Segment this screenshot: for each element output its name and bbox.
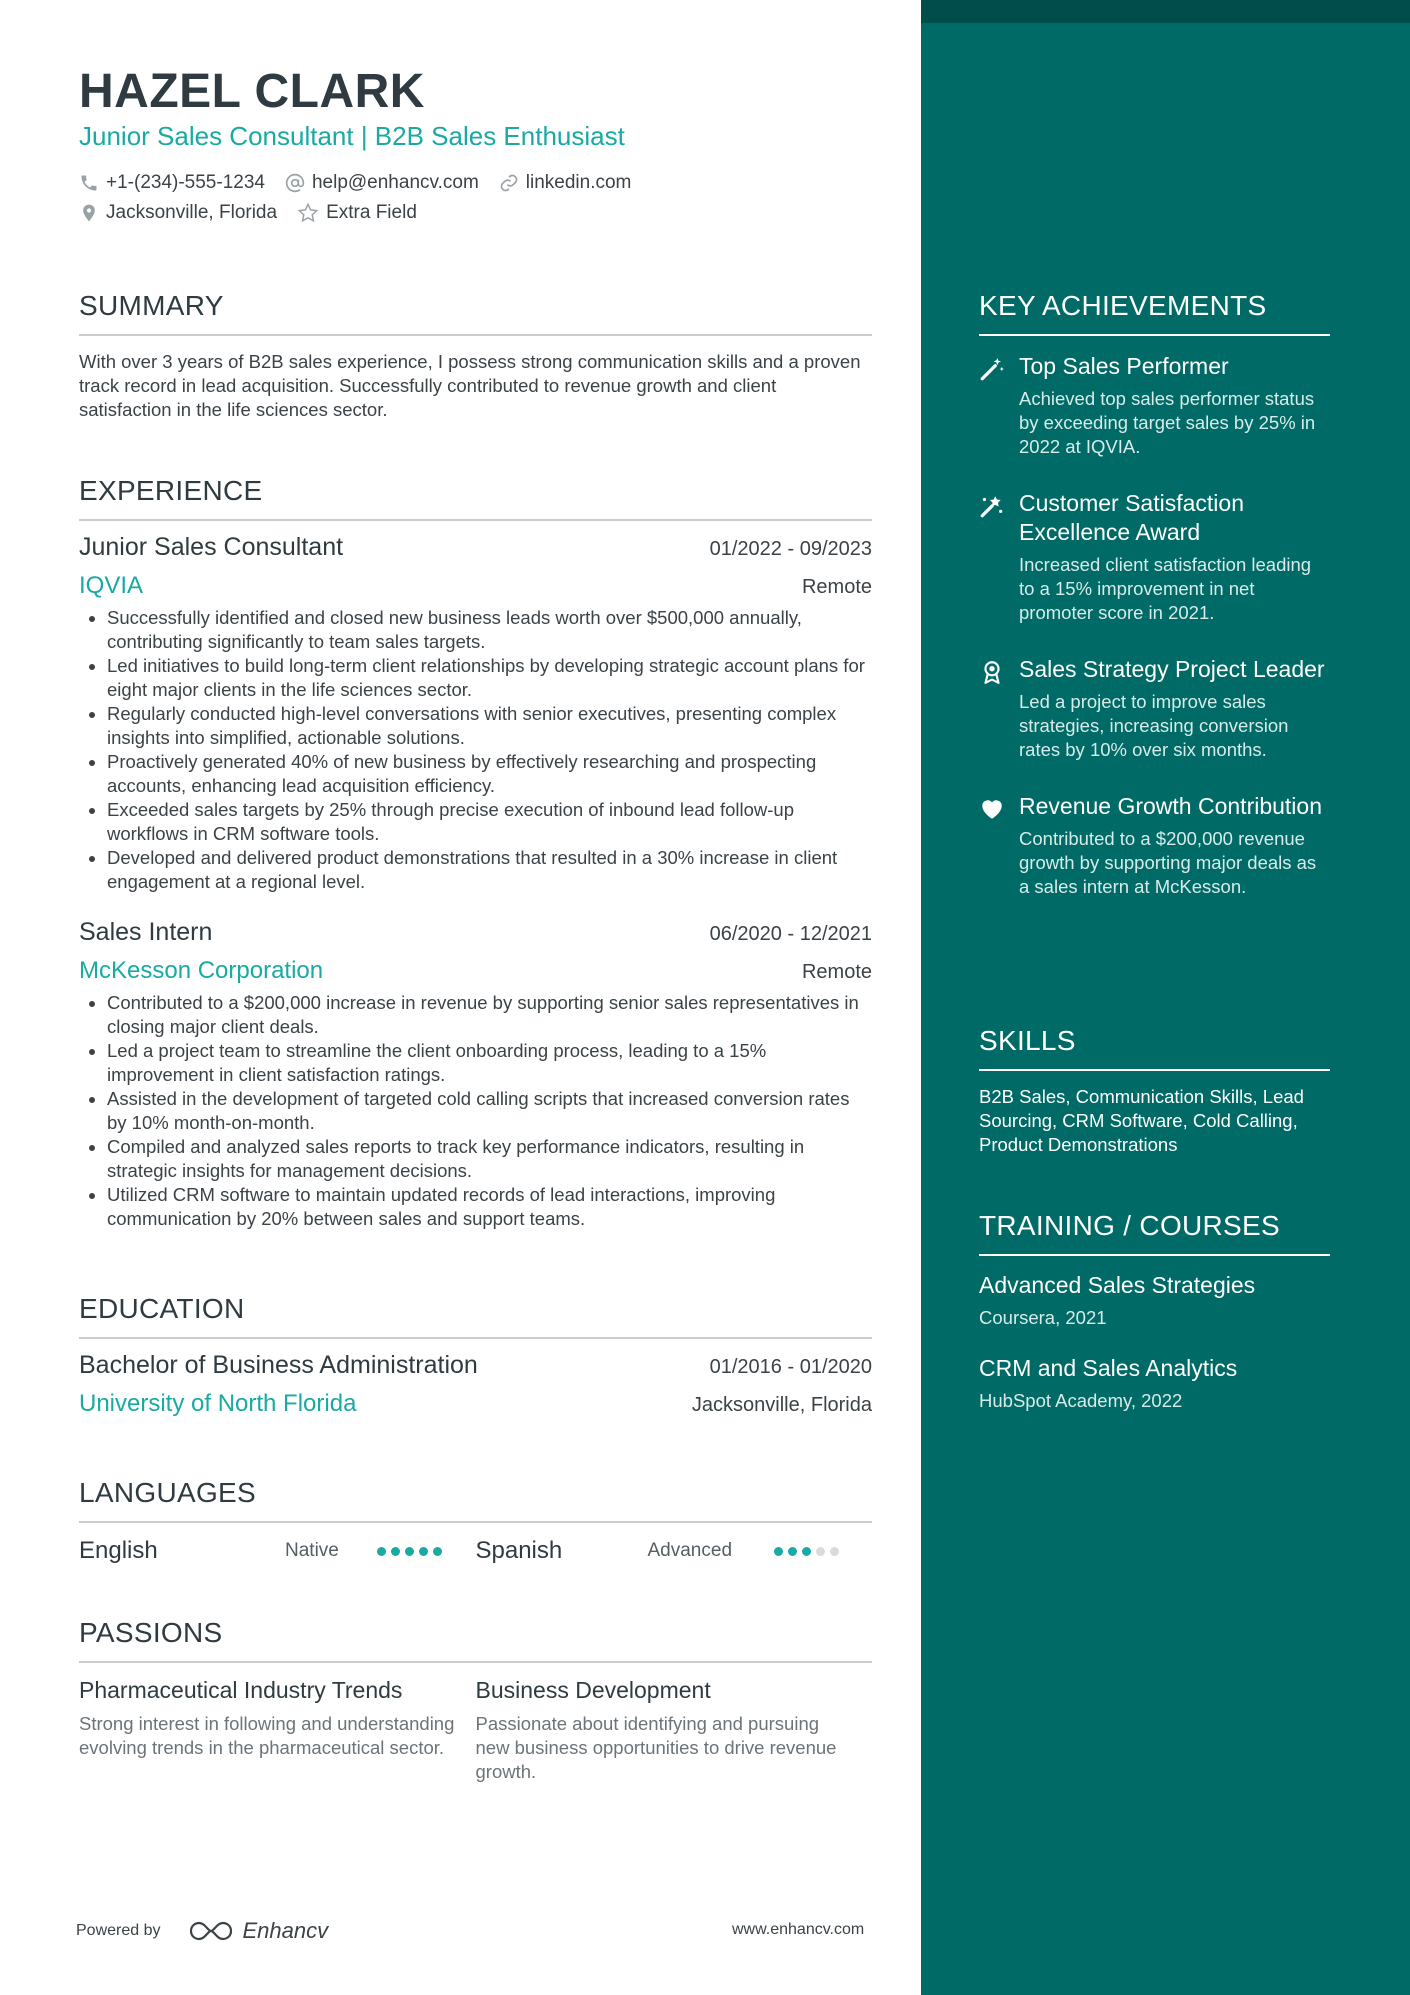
course-provider: Coursera, 2021 [979, 1307, 1107, 1328]
location-text: Jacksonville, Florida [106, 202, 278, 223]
passions-heading: PASSIONS [79, 1617, 223, 1648]
job-entry [79, 918, 872, 1231]
education-heading: EDUCATION [79, 1293, 245, 1324]
training-heading: TRAINING / COURSES [979, 1210, 1280, 1241]
passions-row [79, 1677, 872, 1784]
course-item [979, 1272, 1330, 1329]
training-section [979, 1210, 1330, 1412]
experience-heading: EXPERIENCE [79, 475, 263, 506]
achievement-item [979, 655, 1330, 762]
skills-list: B2B Sales, Communication Skills, Lead Sourcing, CRM Software, Cold Calling, Product Demonstrations [979, 1086, 1304, 1155]
proficiency-dot-filled [802, 1547, 811, 1556]
education-dates: 01/2016 - 01/2020 [709, 1356, 872, 1378]
proficiency-dot-filled [391, 1547, 400, 1556]
contact-location [79, 202, 277, 224]
enhancv-logo-icon[interactable] [187, 1918, 235, 1944]
job-bullets [79, 991, 872, 1231]
passion-description: Strong interest in following and understanding evolving trends in the pharmaceutical sector. [79, 1713, 455, 1758]
phone-text[interactable]: +1-(234)-555-1234 [106, 172, 265, 193]
skills-heading: SKILLS [979, 1025, 1076, 1056]
achievement-description: Contributed to a $200,000 revenue growth by supporting major deals as a sales intern at McKesson. [1019, 828, 1317, 897]
contact-website [499, 172, 632, 194]
proficiency-dot-empty [830, 1547, 839, 1556]
course-title: CRM and Sales Analytics [979, 1355, 1238, 1381]
passion-title: Pharmaceutical Industry Trends [79, 1677, 403, 1703]
star-wand-icon [979, 493, 1005, 519]
contact-email [285, 172, 479, 194]
powered-by-text: Powered by [76, 1922, 161, 1939]
education-section [79, 1293, 872, 1418]
language-item [79, 1537, 476, 1565]
job-subheader [79, 957, 872, 985]
proficiency-dot-empty [816, 1547, 825, 1556]
section-divider [979, 334, 1330, 336]
job-header [79, 918, 872, 947]
section-divider [79, 334, 872, 336]
candidate-name: HAZEL CLARK [79, 65, 425, 118]
skills-section [979, 1025, 1330, 1157]
course-title: Advanced Sales Strategies [979, 1272, 1256, 1298]
section-divider [79, 1521, 872, 1523]
bullet-item: • Exceeded sales targets by 25% through precise execution of inbound lead follow-up workflows in CRM software tools. [107, 798, 872, 846]
award-ribbon-icon [979, 659, 1005, 685]
section-divider [79, 519, 872, 521]
passion-description: Passionate about identifying and pursuing new business opportunities to drive revenue growth. [475, 1713, 837, 1782]
bullet-item: • Regularly conducted high-level conversations with senior executives, presenting complex insights into simplified, actionable solutions. [107, 702, 872, 750]
job-title: Sales Intern [79, 918, 213, 946]
link-icon [499, 173, 519, 193]
footer-powered-by [76, 1918, 328, 1944]
section-divider [79, 1337, 872, 1339]
education-location: Jacksonville, Florida [691, 1394, 872, 1416]
email-text[interactable]: help@enhancv.com [311, 172, 479, 193]
job-title: Junior Sales Consultant [79, 533, 344, 561]
passions-section [79, 1617, 872, 1784]
summary-heading: SUMMARY [79, 290, 224, 321]
section-divider [979, 1254, 1330, 1256]
bullet-item: • Successfully identified and closed new business leads worth over $500,000 annually, contributing significantly to team sales targets. [107, 606, 872, 654]
job-location: Remote [801, 961, 872, 983]
experience-section [79, 475, 872, 1231]
website-text[interactable]: linkedin.com [525, 172, 632, 193]
job-subheader [79, 572, 872, 600]
course-item [979, 1355, 1330, 1412]
company-name: IQVIA [79, 572, 144, 599]
school-name: University of North Florida [79, 1390, 357, 1417]
heart-icon [979, 796, 1005, 822]
achievements-section [979, 290, 1330, 899]
summary-text: With over 3 years of B2B sales experience, I possess strong communication skills and a proven track record in lead acquisition. Successfully contributed to revenue growth and client satisfaction in the life sciences sector. [79, 351, 861, 420]
proficiency-dot-filled [433, 1547, 442, 1556]
education-header [79, 1351, 872, 1380]
proficiency-dots [377, 1547, 447, 1556]
bullet-item: • Utilized CRM software to maintain updated records of lead interactions, improving communication by 20% between sales and support teams. [107, 1183, 872, 1231]
company-name: McKesson Corporation [79, 957, 324, 984]
proficiency-dot-filled [377, 1547, 386, 1556]
achievement-title: Sales Strategy Project Leader [1019, 656, 1325, 682]
languages-section [79, 1477, 872, 1565]
bullet-item: • Developed and delivered product demonstrations that resulted in a 30% increase in client engagement at a regional level. [107, 846, 872, 894]
job-location: Remote [801, 576, 872, 598]
achievement-title: Revenue Growth Contribution [1019, 793, 1322, 819]
contact-row-1 [79, 172, 651, 194]
footer-url[interactable]: www.enhancv.com [732, 1921, 865, 1938]
location-pin-icon [79, 203, 99, 223]
achievement-description: Increased client satisfaction leading to a 15% improvement in net promoter score in 2021. [1019, 554, 1312, 623]
language-name: Spanish [475, 1537, 563, 1564]
proficiency-dot-filled [774, 1547, 783, 1556]
language-level: Native [285, 1540, 339, 1561]
section-divider [79, 1661, 872, 1663]
section-divider [979, 1069, 1330, 1071]
phone-icon [79, 173, 99, 193]
language-item [476, 1537, 873, 1565]
proficiency-dot-filled [405, 1547, 414, 1556]
achievement-description: Led a project to improve sales strategies, increasing conversion rates by 10% over six months. [1019, 691, 1289, 760]
passion-item [476, 1677, 873, 1784]
contact-row-2 [79, 202, 437, 224]
languages-heading: LANGUAGES [79, 1477, 256, 1508]
bullet-item: • Assisted in the development of targeted cold calling scripts that increased conversion rates by 10% month-on-month. [107, 1087, 872, 1135]
contact-phone [79, 172, 265, 194]
magic-wand-icon [979, 356, 1005, 382]
education-subheader [79, 1390, 872, 1418]
sidebar-top-bar [921, 0, 1410, 23]
passion-title: Business Development [475, 1677, 711, 1703]
achievement-title: Top Sales Performer [1019, 353, 1229, 379]
at-sign-icon [285, 173, 305, 193]
course-provider: HubSpot Academy, 2022 [979, 1390, 1183, 1411]
proficiency-dots [774, 1547, 844, 1556]
achievements-heading: KEY ACHIEVEMENTS [979, 290, 1267, 321]
job-dates: 06/2020 - 12/2021 [709, 923, 872, 945]
summary-section [79, 290, 872, 422]
achievement-item [979, 792, 1330, 899]
star-icon [297, 202, 319, 224]
bullet-item: • Led a project team to streamline the client onboarding process, leading to a 15% improvement in client satisfaction ratings. [107, 1039, 872, 1087]
bullet-item: • Compiled and analyzed sales reports to track key performance indicators, resulting in strategic insights for management decisions. [107, 1135, 872, 1183]
job-entry [79, 533, 872, 894]
extra-field-text: Extra Field [326, 202, 417, 223]
job-header [79, 533, 872, 562]
proficiency-dot-filled [788, 1547, 797, 1556]
brand-name[interactable]: Enhancv [242, 1918, 329, 1943]
degree-title: Bachelor of Business Administration [79, 1351, 478, 1379]
language-level: Advanced [647, 1540, 733, 1561]
job-bullets [79, 606, 872, 894]
education-entry [79, 1351, 872, 1418]
bullet-item: • Contributed to a $200,000 increase in revenue by supporting senior sales representatives in closing major client deals. [107, 991, 872, 1039]
candidate-headline: Junior Sales Consultant | B2B Sales Enthusiast [79, 121, 625, 151]
achievement-title: Customer Satisfaction Excellence Award [1019, 490, 1244, 545]
contact-extra [297, 202, 417, 224]
bullet-item: • Proactively generated 40% of new business by effectively researching and prospecting accounts, enhancing lead acquisition efficiency. [107, 750, 872, 798]
achievement-item [979, 489, 1330, 625]
bullet-item: • Led initiatives to build long-term client relationships by developing strategic account plans for eight major clients in the life sciences sector. [107, 654, 872, 702]
passion-item [79, 1677, 476, 1784]
language-name: English [79, 1537, 158, 1564]
proficiency-dot-filled [419, 1547, 428, 1556]
achievement-item [979, 352, 1330, 459]
job-dates: 01/2022 - 09/2023 [709, 538, 872, 560]
languages-row [79, 1537, 872, 1565]
achievement-description: Achieved top sales performer status by exceeding target sales by 25% in 2022 at IQVIA. [1019, 388, 1316, 457]
